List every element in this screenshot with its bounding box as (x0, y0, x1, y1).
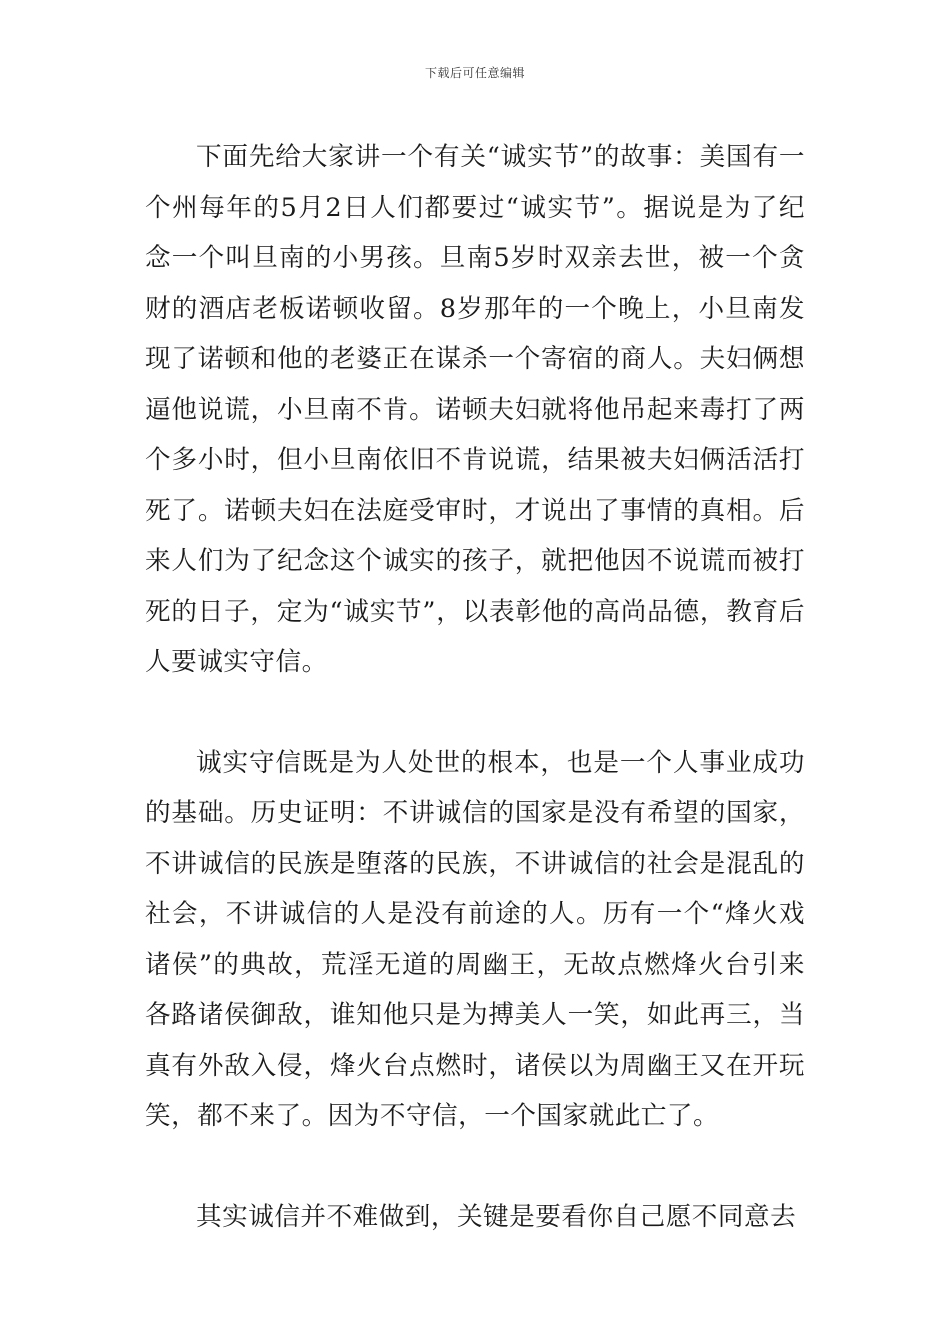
paragraph-honesty-day-story: 下面先给大家讲一个有关“诚实节”的故事：美国有一个州每年的5月2日人们都要过“诚实节”。据说是为了纪念一个叫旦南的小男孩。旦南5岁时双亲去世，被一个贪财的酒店老板诺顿收留。8岁那年的一个晚上，小旦南发现了诺顿和他的老婆正在谋杀一个寄宿的商人。夫妇俩想逼他说谎，小旦南不肯。诺顿夫妇就将他吊起来毒打了两个多小时，但小旦南依旧不肯说谎，结果被夫妇俩活活打死了。诺顿夫妇在法庭受审时，才说出了事情的真相。后来人们为了纪念这个诚实的孩子，就把他因不说谎而被打死的日子，定为“诚实节”，以表彰他的高尚品德，教育后人要诚实守信。 (145, 142, 805, 677)
document-body (145, 132, 805, 1242)
paragraph-honesty-foundation: 诚实守信既是为人处世的根本，也是一个人事业成功的基础。历史证明：不讲诚信的国家是没有希望的国家，不讲诚信的民族是堕落的民族，不讲诚信的社会是混乱的社会，不讲诚信的人是没有前途的人。历有一个“烽火戏诸侯”的典故，荒淫无道的周幽王，无故点燃烽火台引来各路诸侯御敌，谁知他只是为搏美人一笑，如此再三，当真有外敌入侵，烽火台点燃时，诸侯以为周幽王又在开玩笑，都不来了。因为不守信，一个国家就此亡了。 (145, 747, 805, 1131)
paragraph-honesty-not-hard: 其实诚信并不难做到，关键是要看你自己愿不同意去 (196, 1201, 797, 1232)
page-header-note: 下载后可任意编辑 (424, 66, 525, 80)
